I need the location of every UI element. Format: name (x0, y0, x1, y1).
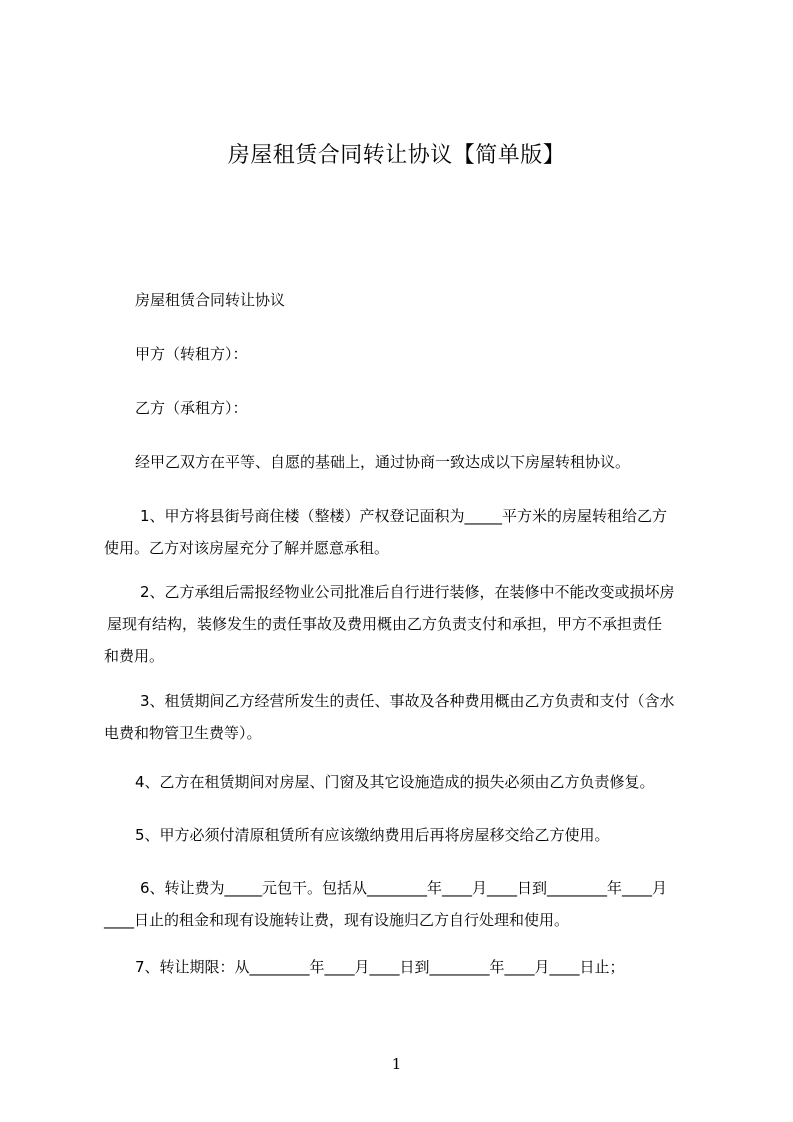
clause-6-line-1: 6、转让费为_____元包干。包括从________年____月____日到________年____月 (140, 879, 668, 897)
agreement-subtitle (104, 284, 704, 316)
party-a-line (104, 338, 704, 370)
clause-1 (104, 500, 704, 564)
party-b-text: 乙方（承租方）： (135, 399, 248, 417)
clause-5-text: 5、甲方必须付清原租赁所有应该缴纳费用后再将房屋移交给乙方使用。 (135, 826, 610, 844)
agreement-subtitle-text: 房屋租赁合同转让协议 (135, 291, 286, 309)
clause-3-line-1: 3、租赁期间乙方经营所发生的责任、事故及各种费用概由乙方负责和支付（含水 (140, 692, 675, 710)
clause-6 (104, 872, 704, 936)
clause-2-line-2: 屋现有结构，装修发生的责任事故及费用概由乙方负责支付和承担，甲方不承担责任 (107, 615, 663, 633)
page-number: 1 (391, 1055, 402, 1073)
clause-6-line-2: ____日止的租金和现有设施转让费，现有设施归乙方自行处理和使用。 (104, 911, 570, 929)
clause-2 (104, 576, 704, 672)
party-a-text: 甲方（转租方）： (135, 345, 248, 363)
page-title: 房屋租赁合同转让协议【简单版】 (227, 143, 566, 168)
intro-text: 经甲乙双方在平等、自愿的基础上，通过协商一致达成以下房屋转租协议。 (135, 453, 631, 471)
clause-3-line-2: 电费和物管卫生费等）。 (104, 724, 262, 742)
clause-4 (104, 766, 704, 798)
clause-2-line-3: 和费用。 (104, 647, 165, 665)
clause-3 (104, 685, 704, 749)
clause-7-text: 7、转让期限：从________年____月____日到________年____月____日止； (135, 958, 625, 976)
party-b-line (104, 392, 704, 424)
intro-paragraph (104, 446, 704, 478)
clause-1-line-2: 使用。乙方对该房屋充分了解并愿意承租。 (104, 539, 390, 557)
clause-2-line-1: 2、乙方承组后需报经物业公司批准后自行进行装修，在装修中不能改变或损坏房 (140, 583, 675, 601)
clause-7 (104, 951, 704, 983)
clause-4-text: 4、乙方在租赁期间对房屋、门窗及其它设施造成的损失必须由乙方负责修复。 (135, 773, 655, 791)
clause-1-line-1: 1、甲方将县街号商住楼（整楼）产权登记面积为_____平方米的房屋转租给乙方 (140, 507, 668, 525)
clause-5 (104, 819, 704, 851)
